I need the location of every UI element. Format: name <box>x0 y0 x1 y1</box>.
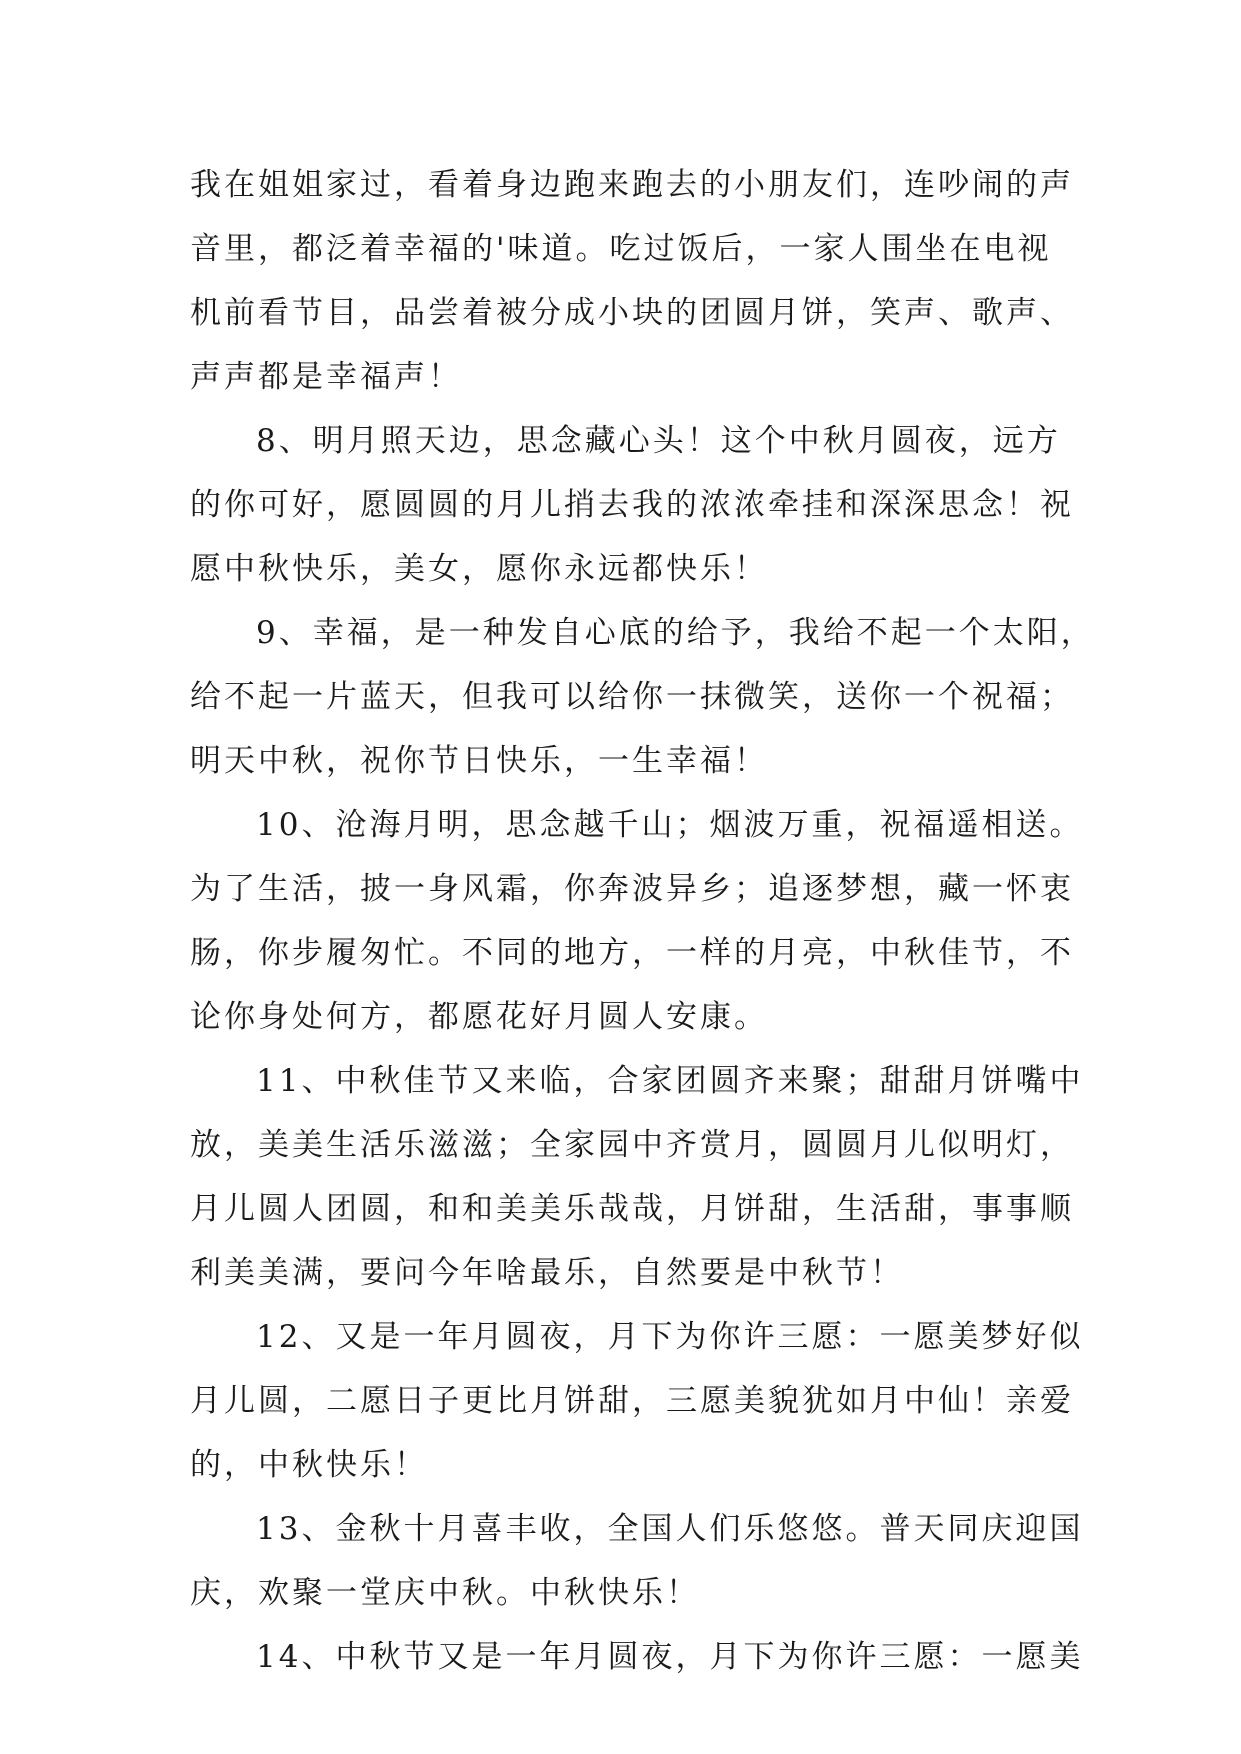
text-line: 为了生活，披一身风霜，你奔波异乡；追逐梦想，藏一怀衷 <box>190 871 1074 907</box>
paragraph-start-line: 9、幸福，是一种发自心底的给予，我给不起一个太阳， <box>256 615 1095 651</box>
paragraph-start-line: 13、金秋十月喜丰收，全国人们乐悠悠。普天同庆迎国 <box>256 1511 1084 1547</box>
text-line: 利美美满，要问今年啥最乐，自然要是中秋节！ <box>190 1255 904 1291</box>
text-line: 明天中秋，祝你节日快乐，一生幸福！ <box>190 743 768 779</box>
paragraph-start-line: 12、又是一年月圆夜，月下为你许三愿：一愿美梦好似 <box>256 1319 1084 1355</box>
text-line: 庆，欢聚一堂庆中秋。中秋快乐！ <box>190 1575 700 1611</box>
paragraph-start-line: 8、明月照天边，思念藏心头！这个中秋月圆夜，远方 <box>256 423 1061 459</box>
paragraph-start-line: 11、中秋佳节又来临，合家团圆齐来聚；甜甜月饼嘴中 <box>256 1063 1084 1099</box>
text-line: 月儿圆，二愿日子更比月饼甜，三愿美貌犹如月中仙！亲爱 <box>190 1383 1074 1419</box>
document-body <box>190 153 1095 1689</box>
text-line: 我在姐姐家过，看着身边跑来跑去的小朋友们，连吵闹的声 <box>190 167 1074 203</box>
paragraph-start-line: 14、中秋节又是一年月圆夜，月下为你许三愿：一愿美 <box>256 1639 1084 1675</box>
paragraph-start-line: 10、沧海月明，思念越千山；烟波万重，祝福遥相送。 <box>256 807 1084 843</box>
text-line: 声声都是幸福声！ <box>190 359 462 395</box>
text-line: 愿中秋快乐，美女，愿你永远都快乐！ <box>190 551 768 587</box>
text-line: 的，中秋快乐！ <box>190 1447 428 1483</box>
text-line: 给不起一片蓝天，但我可以给你一抹微笑，送你一个祝福； <box>190 679 1074 715</box>
text-line: 音里，都泛着幸福的'味道。吃过饭后，一家人围坐在电视 <box>190 231 1052 267</box>
text-line: 论你身处何方，都愿花好月圆人安康。 <box>190 999 768 1035</box>
text-line: 的你可好，愿圆圆的月儿捎去我的浓浓牵挂和深深思念！祝 <box>190 487 1074 523</box>
text-line: 肠，你步履匆忙。不同的地方，一样的月亮，中秋佳节，不 <box>190 935 1074 971</box>
text-line: 机前看节目，品尝着被分成小块的团圆月饼，笑声、歌声、 <box>190 295 1074 331</box>
text-line: 放，美美生活乐滋滋；全家园中齐赏月，圆圆月儿似明灯， <box>190 1127 1074 1163</box>
text-line: 月儿圆人团圆，和和美美乐哉哉，月饼甜，生活甜，事事顺 <box>190 1191 1074 1227</box>
